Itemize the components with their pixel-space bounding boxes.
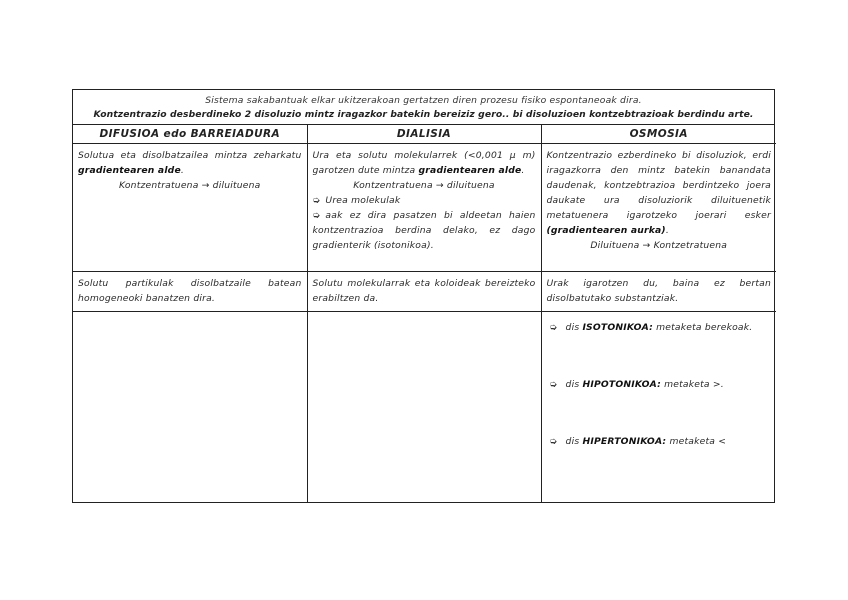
difusioa-description: Solutu partikulak disolbatzaile batean homogeneoki banatzen dira. [73,272,307,312]
description-row [73,272,776,312]
dialisia-empty-cell [307,312,541,503]
osmosia-text: Kontzentrazio ezberdineko bi disoluziok, erdi iragazkorra den mintz batekin banandata daudenak, kontzebtrazioa berdintzeko joera daukate ura disoluziorik diluituenetik metatuenera igarotzeko joerari esker [546,150,771,221]
hypotonic-prefix: dis [565,379,580,390]
arrow-icon: ➭ [549,322,558,333]
dialisia-definition [307,144,541,272]
hypotonic-label: HIPOTONIKOA: [582,379,661,390]
header-line-1: Sistema sakabantuak elkar ukitzerakoan gertatzen diren prozesu fisiko espontaneoak dira. [205,95,642,106]
sheet-header [73,90,774,125]
hypotonic-text: metaketa >. [664,379,724,390]
definition-row [73,144,776,272]
dialisia-item-2-text: aak ez dira pasatzen bi aldeetan haien kontzentrazioa berdina delako, ez dago gradienterik (isotonikoa). [312,210,536,251]
difusioa-emphasis: gradientearen alde [78,165,181,176]
difusioa-empty-cell [73,312,307,503]
column-header-difusioa: DIFUSIOA edo BARREIADURA [73,125,307,144]
isotonic-text: metaketa berekoak. [656,322,753,333]
difusioa-text: Solutua eta disolbatzailea mintza zeharkatu [78,150,302,161]
difusioa-period: . [180,165,185,176]
hypertonic-text: metaketa < [669,436,727,447]
hypertonic-label: HIPERTONIKOA: [582,436,667,447]
column-header-dialisia: DIALISIA [307,125,541,144]
dialisia-flow: Kontzentratuena → diluituena [353,180,495,191]
osmosia-emphasis: (gradientearen aurka) [546,225,666,236]
dialisia-text: Ura eta solutu molekularrek (<0,001 μ m) garotzen dute mintza [312,150,536,176]
column-header-row [73,125,776,144]
hypertonic-item [550,432,772,449]
arrow-icon: ➭ [549,379,558,390]
isotonic-prefix: dis [565,322,580,333]
isotonic-item [550,318,772,335]
comparison-table [73,125,776,502]
arrow-icon: ➭ [312,195,321,206]
isotonic-label: ISOTONIKOA: [582,322,653,333]
osmosia-flow: Diluituena → Kontzetratuena [590,240,728,251]
difusioa-flow: Kontzentratuena → diluituena [118,180,261,191]
types-row [73,312,776,503]
arrow-icon: ➭ [312,210,321,221]
dialisia-emphasis: gradientearen alde [418,165,522,176]
arrow-icon: ➭ [549,436,558,447]
osmosia-period: . [665,225,669,236]
hypotonic-item [550,375,772,392]
difusioa-definition [73,144,307,272]
osmosia-definition [541,144,776,272]
hypertonic-prefix: dis [565,436,580,447]
dialisia-period: . [521,165,525,176]
dialisia-item-1-text: Urea molekulak [325,195,401,206]
osmosia-types [541,312,776,503]
header-line-2: Kontzentrazio desberdineko 2 disoluzio mintz iragazkor batekin bereiziz gero.. bi disoluzioen kontzebtrazioak berdindu arte. [93,109,754,120]
dialisia-description: Solutu molekularrak eta koloideak bereizteko erabiltzen da. [307,272,541,312]
osmosia-description: Urak igarotzen du, baina ez bertan disolbatutako substantziak. [541,272,776,312]
column-header-osmosia: OSMOSIA [541,125,776,144]
comparison-sheet [72,89,775,503]
dialisia-item-1 [313,193,536,208]
dialisia-item-2 [313,208,536,253]
